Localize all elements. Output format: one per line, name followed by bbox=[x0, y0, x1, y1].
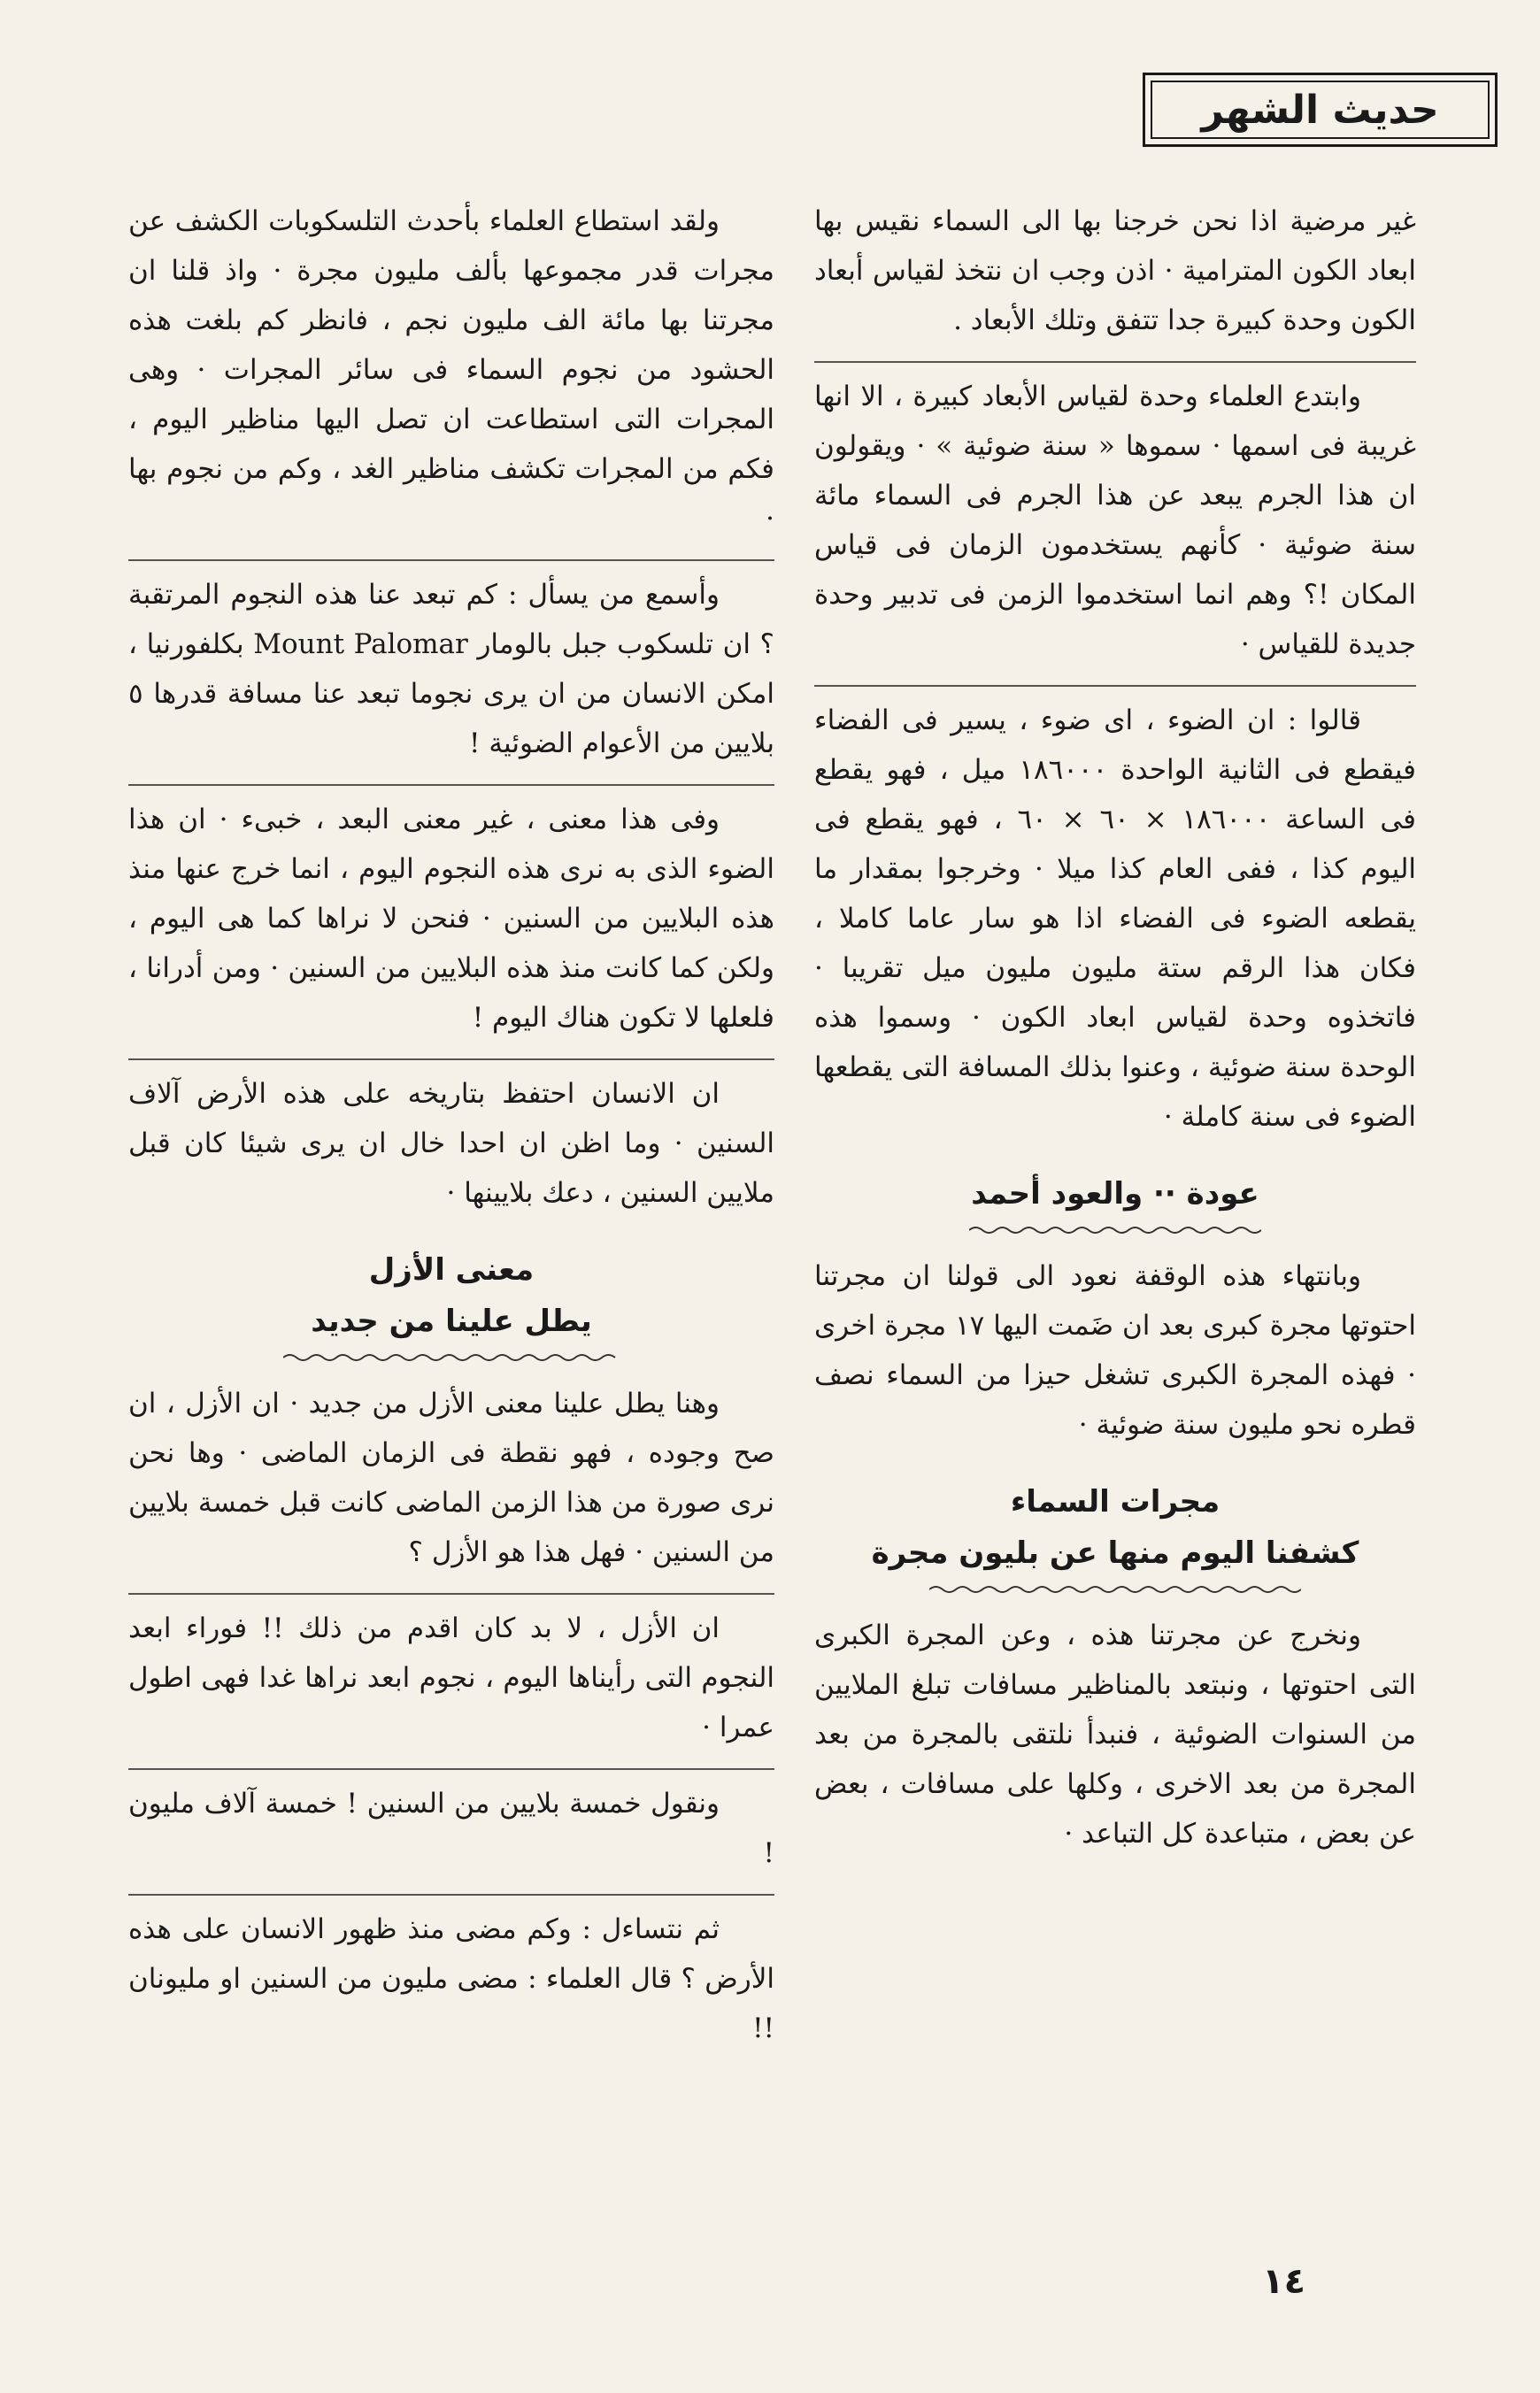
subheading-eternity bbox=[128, 1244, 774, 1363]
paragraph-text: وأسمع من يسأل : كم تبعد عنا هذه النجوم المرتقبة ؟ ان تلسكوب جبل بالومار bbox=[128, 579, 774, 660]
header-inner-border bbox=[1151, 81, 1490, 139]
wavy-divider bbox=[969, 1225, 1261, 1235]
paragraph: ونقول خمسة بلايين من السنين ! خمسة آلاف مليون ! bbox=[128, 1768, 774, 1878]
subheading-text: مجرات السماء bbox=[1010, 1484, 1220, 1520]
paragraph: قالوا : ان الضوء ، اى ضوء ، يسير فى الفضاء فيقطع فى الثانية الواحدة ١٨٦٠٠٠ ميل ، فهو يقطع فى الساعة ١٨٦٠٠٠ × ٦٠ × ٦٠ ، فهو يقطع فى اليوم كذا ، ففى العام كذا ميلا · وخرجوا بمقدار ما يقطعه الضوء فى الفضاء اذا هو سار عاما كاملا ، فكان هذا الرقم ستة مليون مليون ميل تقريبا · فاتخذوه وحدة لقياس ابعاد الكون · وسموا هذه الوحدة سنة ضوئية ، وعنوا بذلك المسافة التى يقطعها الضوء فى سنة كاملة · bbox=[814, 685, 1416, 1142]
paragraph: ان الانسان احتفظ بتاريخه على هذه الأرض آلاف السنين · وما اظن ان احدا خال ان يرى شيئا كان قبل ملايين السنين ، دعك بلايينها · bbox=[128, 1058, 774, 1218]
left-column bbox=[128, 196, 774, 2060]
paragraph bbox=[128, 559, 774, 768]
paragraph: وبانتهاء هذه الوقفة نعود الى قولنا ان مجرتنا احتوتها مجرة كبرى بعد ان ضَمت اليها ١٧ مجرة اخرى · فهذه المجرة الكبرى تشغل حيزا من السماء نصف قطره نحو مليون سنة ضوئية · bbox=[814, 1260, 1416, 1441]
page-number: ١٤ bbox=[1262, 2261, 1305, 2302]
subheading-return bbox=[814, 1168, 1416, 1235]
paragraph: وفى هذا معنى ، غير معنى البعد ، خبىء · ان هذا الضوء الذى به نرى هذه النجوم اليوم ، انما خرج عنها منذ هذه البلايين من السنين · فنحن لا نراها كما هى اليوم ، ولكن كما كانت منذ هذه البلايين من السنين · ومن أدرانا ، فلعلها لا تكون هناك اليوم ! bbox=[128, 784, 774, 1043]
wavy-divider bbox=[929, 1584, 1301, 1595]
header-title: حديث الشهر bbox=[1201, 87, 1439, 133]
subheading-galaxies bbox=[814, 1476, 1416, 1595]
section-header bbox=[1143, 73, 1498, 147]
paragraph: ثم نتساءل : وكم مضى منذ ظهور الانسان على هذه الأرض ؟ قال العلماء : مضى مليون من السنين او مليونان !! bbox=[128, 1894, 774, 2053]
paragraph: وهنا يطل علينا معنى الأزل من جديد · ان الأزل ، ان صح وجوده ، فهو نقطة فى الزمان الماضى · وها نحن نرى صورة من هذا الزمن الماضى كانت قبل خمسة بلايين من السنين · فهل هذا هو الأزل ؟ bbox=[128, 1388, 774, 1568]
paragraph: ونخرج عن مجرتنا هذه ، وعن المجرة الكبرى التى احتوتها ، ونبتعد بالمناظير مسافات تبلغ الملايين من السنوات الضوئية ، فنبدأ نلتقى بالمجرة من بعد المجرة من بعد الاخرى ، وكلها على مسافات ، بعض عن بعض ، متباعدة كل التباعد · bbox=[814, 1620, 1416, 1850]
subheading-text: يطل علينا من جديد bbox=[311, 1304, 592, 1339]
paragraph: وابتدع العلماء وحدة لقياس الأبعاد كبيرة ، الا انها غريبة فى اسمها · سموها « سنة ضوئية » · ويقولون ان هذا الجرم يبعد عن هذا الجرم فى السماء مائة سنة ضوئية · كأنهم يستخدمون الزمان فى قياس المكان !؟ وهم انما استخدموا الزمن فى تدبير وحدة جديدة للقياس · bbox=[814, 361, 1416, 669]
paragraph-text: بكلفورنيا ، امكن الانسان من ان يرى نجوما تبعد عنا مسافة قدرها ٥ بلايين من الأعوام الضوئية ! bbox=[128, 628, 774, 759]
subheading-text: معنى الأزل bbox=[368, 1252, 535, 1288]
paragraph: ولقد استطاع العلماء بأحدث التلسكوبات الكشف عن مجرات قدر مجموعها بألف مليون مجرة · واذ قلنا ان مجرتنا بها مائة الف مليون نجم ، فانظر كم بلغت هذه الحشود من نجوم السماء فى سائر المجرات · وهى المجرات التى استطاعت ان تصل اليها مناظير اليوم ، فكم من المجرات تكشف مناظير الغد ، وكم من نجوم بها · bbox=[128, 205, 774, 535]
paragraph: غير مرضية اذا نحن خرجنا بها الى السماء نقيس بها ابعاد الكون المترامية · اذن وجب ان نتخذ لقياس أبعاد الكون وحدة كبيرة جدا تتفق وتلك الأبعاد . bbox=[814, 205, 1416, 336]
right-column bbox=[814, 196, 1416, 1866]
subheading-text: كشفنا اليوم منها عن بليون مجرة bbox=[871, 1535, 1359, 1571]
paragraph: ان الأزل ، لا بد كان اقدم من ذلك !! فوراء ابعد النجوم التى رأيناها اليوم ، نجوم ابعد نراها غدا فهى اطول عمرا · bbox=[128, 1593, 774, 1752]
wavy-divider bbox=[283, 1352, 620, 1363]
latin-term: Mount Palomar bbox=[253, 628, 468, 660]
subheading-text: عودة ·· والعود أحمد bbox=[971, 1176, 1259, 1212]
